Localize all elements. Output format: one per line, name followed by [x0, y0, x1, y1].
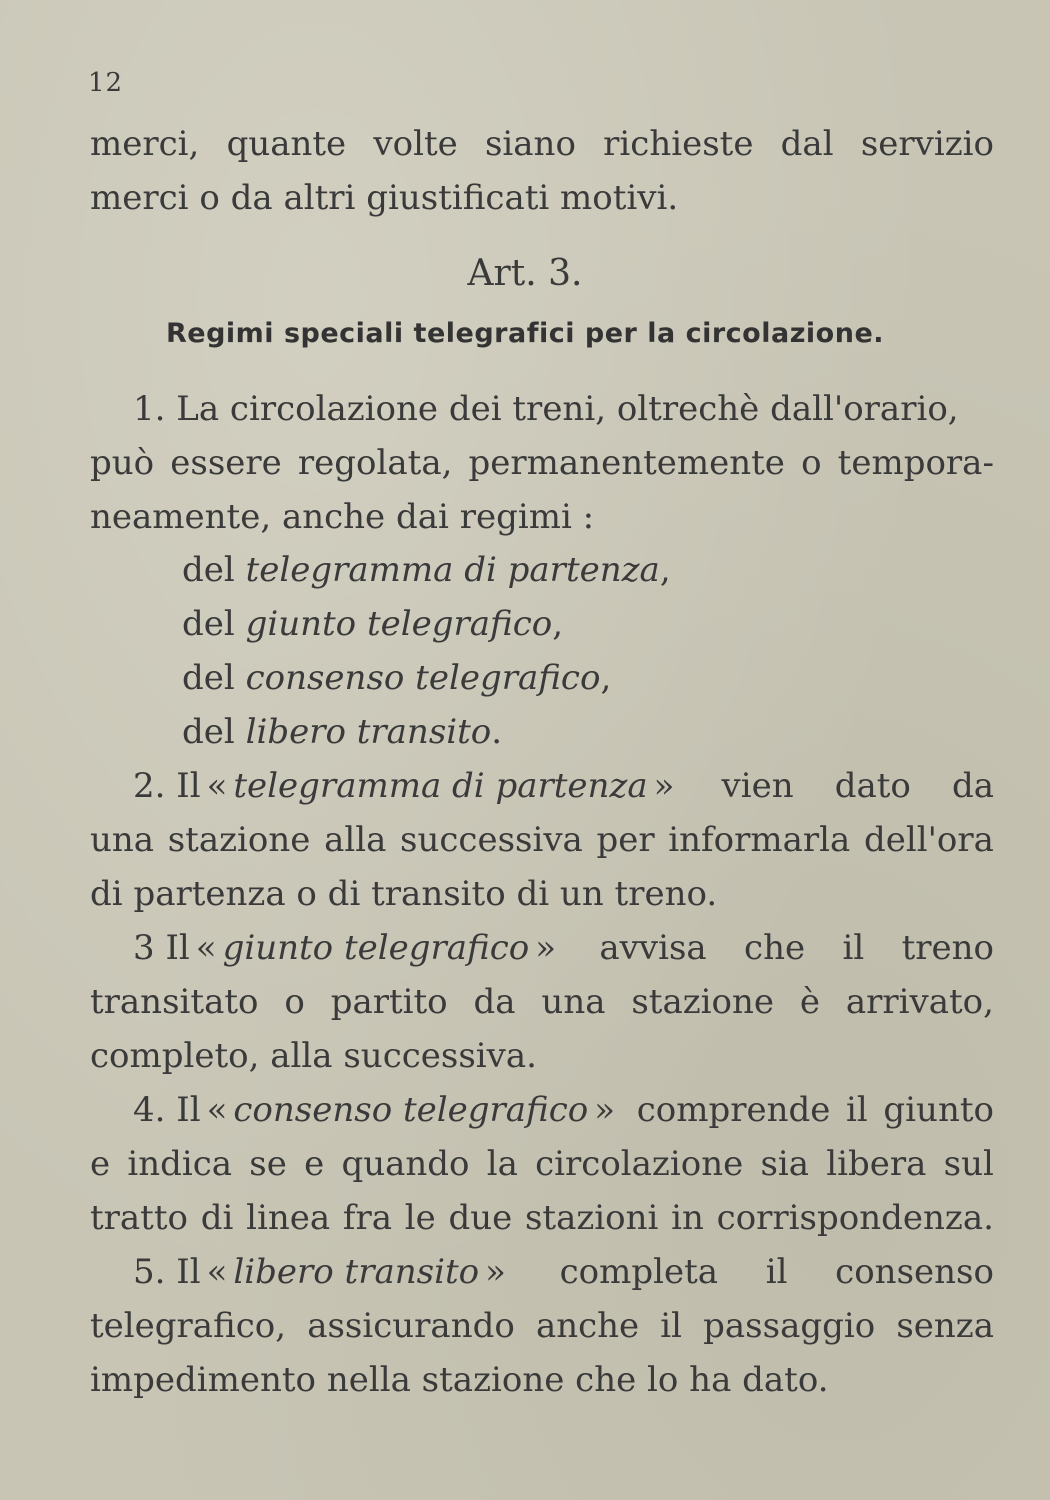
- defined-term: consenso telegrafico: [233, 1090, 589, 1130]
- text-line: [90, 1144, 994, 1184]
- word: treno: [901, 928, 994, 968]
- paragraph-number: 1.: [133, 389, 166, 429]
- word: avvisa: [599, 928, 707, 968]
- word: passaggio: [703, 1306, 876, 1346]
- paragraph-5-line: [133, 1252, 994, 1292]
- paragraph-number: 4.: [133, 1090, 166, 1130]
- paragraph-1-line: [133, 389, 959, 429]
- text-line: di partenza o di transito di un treno.: [90, 874, 718, 914]
- word: successiva: [400, 820, 583, 860]
- word: indica: [127, 1144, 233, 1184]
- word: giunto: [883, 1090, 994, 1130]
- word: assicurando: [307, 1306, 515, 1346]
- regime-list-item: [182, 604, 563, 644]
- paragraph-2-line: [133, 766, 994, 806]
- word: tempora-: [837, 443, 994, 483]
- quote-mark: »: [535, 928, 557, 968]
- word: per: [596, 820, 655, 860]
- word: fra: [342, 1198, 392, 1238]
- word: o: [284, 982, 305, 1022]
- paragraph-lead: [133, 928, 562, 968]
- word: dato: [834, 766, 911, 806]
- word: e: [304, 1144, 325, 1184]
- word: partito: [330, 982, 448, 1022]
- text-line: merci o da altri giustificati motivi.: [90, 178, 679, 218]
- word: libera: [826, 1144, 927, 1184]
- word: dell'ora: [863, 820, 994, 860]
- word: due: [448, 1198, 513, 1238]
- word: transitato: [90, 982, 259, 1022]
- quote-mark: «: [206, 1252, 228, 1292]
- paragraph-4-line: [133, 1090, 994, 1130]
- word: sul: [943, 1144, 994, 1184]
- paragraph-lead: [133, 766, 680, 806]
- paragraph-text: La circolazione dei treni, oltrechè dall'orario,: [176, 389, 959, 429]
- word: tratto: [90, 1198, 188, 1238]
- text-line: [90, 1198, 994, 1238]
- list-prefix: del: [182, 604, 235, 644]
- word: e: [90, 1144, 111, 1184]
- word: completa: [559, 1252, 719, 1292]
- word: è: [799, 982, 821, 1022]
- word: comprende: [636, 1090, 831, 1130]
- text-line: [90, 820, 994, 860]
- list-suffix: ,: [600, 658, 612, 698]
- paragraph-lead: [133, 1090, 621, 1130]
- quote-mark: »: [594, 1090, 616, 1130]
- word: Il: [165, 928, 190, 968]
- word: di: [200, 1198, 234, 1238]
- list-term: libero transito: [245, 712, 492, 752]
- word: siano: [484, 124, 576, 164]
- defined-term: giunto telegrafico: [222, 928, 530, 968]
- word: arrivato,: [845, 982, 994, 1022]
- word: quante: [226, 124, 347, 164]
- word: in: [671, 1198, 704, 1238]
- word: sia: [760, 1144, 810, 1184]
- paragraph-number: 5.: [133, 1252, 166, 1292]
- article-heading: Regimi speciali telegrafici per la circolazione.: [165, 318, 885, 349]
- word: consenso: [835, 1252, 994, 1292]
- word: quando: [341, 1144, 470, 1184]
- word: stazioni: [524, 1198, 659, 1238]
- word: Il: [176, 1090, 201, 1130]
- word: senza: [896, 1306, 994, 1346]
- word: una: [90, 820, 155, 860]
- text-line: impedimento nella stazione che lo ha dato.: [90, 1360, 829, 1400]
- article-number: Art. 3.: [467, 253, 583, 294]
- text-line: [90, 124, 994, 164]
- word: corrispondenza.: [716, 1198, 994, 1238]
- word: il: [660, 1306, 683, 1346]
- quote-mark: «: [206, 1090, 228, 1130]
- text-line: completo, alla successiva.: [90, 1036, 537, 1076]
- word: richieste: [603, 124, 754, 164]
- quote-mark: «: [206, 766, 228, 806]
- regime-list-item: [182, 550, 671, 590]
- page-number: 12: [88, 68, 124, 98]
- list-term: telegramma di partenza: [245, 550, 660, 590]
- word: informarla: [668, 820, 851, 860]
- list-prefix: del: [182, 712, 235, 752]
- word: stazione: [631, 982, 775, 1022]
- paragraph-number: 2.: [133, 766, 166, 806]
- word: se: [249, 1144, 287, 1184]
- regime-list-item: [182, 712, 502, 752]
- paragraph-lead: [133, 1252, 512, 1292]
- word: circolazione: [535, 1144, 744, 1184]
- text-line: [90, 982, 994, 1022]
- word: permanentemente: [468, 443, 785, 483]
- word: alla: [324, 820, 387, 860]
- paragraph-number: 3: [133, 928, 155, 968]
- defined-term: telegramma di partenza: [233, 766, 648, 806]
- list-prefix: del: [182, 550, 235, 590]
- word: il: [765, 1252, 788, 1292]
- word: servizio: [860, 124, 994, 164]
- word: la: [486, 1144, 518, 1184]
- word: anche: [535, 1306, 640, 1346]
- word: volte: [373, 124, 458, 164]
- defined-term: libero transito: [233, 1252, 480, 1292]
- text-line: neamente, anche dai regimi :: [90, 497, 595, 537]
- regime-list-item: [182, 658, 611, 698]
- word: merci,: [90, 124, 200, 164]
- word: stazione: [167, 820, 311, 860]
- list-prefix: del: [182, 658, 235, 698]
- list-term: consenso telegrafico: [245, 658, 601, 698]
- word: o: [801, 443, 822, 483]
- word: linea: [246, 1198, 331, 1238]
- word: può: [90, 443, 155, 483]
- paragraph-3-line: [133, 928, 994, 968]
- word: le: [404, 1198, 436, 1238]
- word: il: [842, 928, 865, 968]
- quote-mark: »: [653, 766, 675, 806]
- word: Il: [176, 1252, 201, 1292]
- word: vien: [721, 766, 794, 806]
- list-suffix: .: [491, 712, 503, 752]
- list-term: giunto telegrafico: [245, 604, 553, 644]
- word: Il: [176, 766, 201, 806]
- list-suffix: ,: [552, 604, 564, 644]
- word: il: [846, 1090, 868, 1130]
- word: dal: [780, 124, 834, 164]
- word: regolata,: [297, 443, 453, 483]
- word: da: [951, 766, 994, 806]
- list-suffix: ,: [659, 550, 671, 590]
- text-line: [90, 1306, 994, 1346]
- word: da: [473, 982, 516, 1022]
- word: che: [744, 928, 806, 968]
- word: essere: [170, 443, 282, 483]
- word: una: [541, 982, 606, 1022]
- quote-mark: »: [485, 1252, 506, 1292]
- text-line: [90, 443, 994, 483]
- quote-mark: «: [195, 928, 217, 968]
- word: telegrafico,: [90, 1306, 287, 1346]
